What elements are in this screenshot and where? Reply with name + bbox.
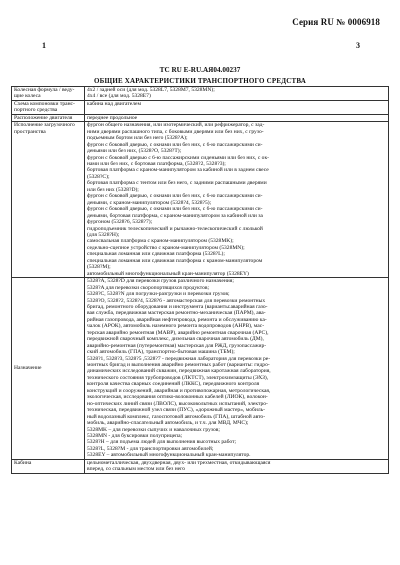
value-line: экологическая, исследования оптико-волоконных кабелей (ЛИОК), волокон- bbox=[87, 394, 268, 401]
value-line: аварийно-ремонтная (путеремонтная) мастерская для РЖД, грузопассажир- bbox=[87, 342, 267, 349]
value-line: фургон с боковой дверью, с окнами или без них, с 6-ю пассажирскими си- bbox=[87, 206, 263, 213]
row-label: Назначение bbox=[12, 278, 85, 460]
value-line: 4х4 / все (для мод. 5328E7) bbox=[87, 93, 151, 100]
value-line: 5328EY – автомобильный многофункциональный кран-манипулятор. bbox=[87, 452, 251, 459]
value-line: деньями или без них, (5328?O, 5328?Т); bbox=[87, 148, 182, 155]
value-line: 5328?L, 5328?M - для транспортировки автомобилей; bbox=[87, 445, 214, 452]
row-label: Колесная формула / веду-щие колеса bbox=[12, 87, 85, 101]
value-line: контроля качества сварных соединений (ЛККС), передвижного контроля bbox=[87, 381, 260, 388]
value-line: ный водолазный комплекс, газоспотовой автомобиль (ГПА), штабной авто- bbox=[87, 413, 266, 420]
value-line: динамических исследований скважин, передвижная каротажная лаборатория, bbox=[87, 368, 271, 375]
row-value bbox=[85, 100, 389, 114]
value-line: (5328?C); bbox=[87, 173, 110, 180]
value-line: передвижной сварочный комплекс, дизельная сварочная автомобиль (ДМ), bbox=[87, 336, 264, 343]
value-line: кабина над двигателем bbox=[87, 100, 141, 107]
value-line: гидроподъемник телескопический и рычажно-телескопический с люлькой bbox=[87, 225, 263, 232]
value-line: монтных бригад и выполнения аварийно ремонтных работ (варианты: гидро- bbox=[87, 362, 270, 369]
value-line: мобиль, аварийно-спасательный автомобиль, и т.ч. для МВД, МЧС); bbox=[87, 420, 249, 427]
value-line: бригад, ремонтного оборудования и инструмента (варианты:аварийная газо- bbox=[87, 303, 268, 310]
value-line: терская аварийно ремонтная (МАВР), аварийно ремонтная сварочная (АРС), bbox=[87, 329, 269, 336]
value-line: 5328?C, 5328?N для погрузки-разгрузки и перевозки грузов; bbox=[87, 291, 230, 298]
value-line: фургон общего назначения, или изотермический, или рефрижератор, с зад- bbox=[87, 122, 265, 129]
table-row bbox=[12, 278, 389, 460]
value-line: ними дверями распашного типа, с боковыми дверями или без них, с грузо- bbox=[87, 128, 264, 135]
value-line: ский автомобиль (ГПА), транспортно-бытовая машина (ТБМ); bbox=[87, 349, 235, 356]
value-line: 5328MK – для перевозки сыпучих и навалочных грузов; bbox=[87, 426, 220, 433]
value-line: технического состояния трубопроводов (ЛКТСТ), электрохимзащиты (ЭХЗ), bbox=[87, 374, 269, 381]
row-value bbox=[85, 278, 389, 460]
row-label: Схема компоновки транс-портного средства bbox=[12, 100, 85, 114]
value-line: (для 5328?H); bbox=[87, 231, 120, 238]
value-line: вая служба, передвижная мастерская ремонтно-механическая (ПАРМ), ава- bbox=[87, 310, 266, 317]
page-number: 3 bbox=[356, 41, 360, 50]
row-value bbox=[85, 459, 389, 473]
value-line: 5328?1, 5328?3, 5328?5 ,5328?7 - передвижная лаборатория для перевозки ре- bbox=[87, 355, 271, 362]
value-line: 5328?A, 5328?D для перевозки грузов различного назначения; bbox=[87, 278, 234, 285]
table-row bbox=[12, 459, 389, 473]
value-line: фургон с боковой дверью, с окнами или без них, с 6-ю пассажирскими си- bbox=[87, 141, 263, 148]
value-line: 5328?A для перевозки скоропортящихся продуктов; bbox=[87, 284, 210, 291]
value-line: деньями, бортовая платформа, с краном-манипулятором за кабиной или за bbox=[87, 212, 263, 219]
value-line: рийная газопровода, аварийная нефтепровода, ремонта и обслуживанию ка- bbox=[87, 316, 267, 323]
value-line: техническая, передвижной узел связи (ПУС), «дорожный мастер», мобиль- bbox=[87, 407, 265, 414]
value-line: цельнометаллическая, двухдверная, двух- или трехместная, откидывающаяся bbox=[87, 459, 271, 466]
value-line: вперед, со спальным местом или без него bbox=[87, 466, 186, 473]
table-row bbox=[12, 100, 389, 114]
value-line: (5328?M); bbox=[87, 264, 111, 271]
section-title: ОБЩИЕ ХАРАКТЕРИСТИКИ ТРАНСПОРТНОГО СРЕДСТВА bbox=[93, 77, 307, 85]
value-line: фургон с боковой дверью, с окнами или без них, с 6-ю пассажирскими си- bbox=[87, 193, 263, 200]
table-row bbox=[12, 87, 389, 101]
row-label: Кабина bbox=[12, 459, 85, 473]
value-line: нами или без них, с бортовая платформа, (5328?2, 5328?3); bbox=[87, 160, 226, 167]
value-line: седельно-сцепное устройство с краном-манипулятором (5328MN); bbox=[87, 244, 245, 251]
row-label: Исполнение загрузочного пространства bbox=[12, 122, 85, 278]
table-row bbox=[12, 122, 389, 278]
value-line: бортовая платформа с тентом или без него, с задними распашными дверями bbox=[87, 180, 267, 187]
value-line: 5328?H – для подъема людей для выполнения высотных работ; bbox=[87, 439, 237, 446]
value-line: или без них (5328?D); bbox=[87, 186, 139, 193]
value-line: переднее продольное bbox=[87, 114, 138, 121]
row-value bbox=[85, 114, 389, 121]
value-line: фургоном (5328?6, 5328?7); bbox=[87, 219, 153, 226]
value-line: конструкций и сооружений, аварийная и противопожарная, метрологическая, bbox=[87, 387, 271, 394]
page-marker-left: 1 bbox=[42, 41, 46, 50]
row-value bbox=[85, 87, 389, 101]
value-line: чалок (АРОК), автомобиль наземного ремонта водопроводов (АНРВ), мас- bbox=[87, 323, 265, 330]
value-line: автомобильный многофункциональный кран-манипулятор (5328EY) bbox=[87, 270, 249, 277]
value-line: бортовая платформа с краном-манипулятором за кабиной или в заднем свесе bbox=[87, 167, 269, 174]
value-line: специальная ломанная или сдвижная платформа (5328?L); bbox=[87, 251, 225, 258]
table-row bbox=[12, 114, 389, 121]
row-label: Расположение двигателя bbox=[12, 114, 85, 121]
characteristics-table bbox=[11, 86, 389, 474]
serial-number: Серия RU № 0006918 bbox=[292, 17, 380, 27]
row-value bbox=[85, 122, 389, 278]
value-line: но-оптических линий связи (ЛВОЛС), высоковольтных испытаний, электро- bbox=[87, 400, 268, 407]
value-line: 4х2 / задней оси (для мод. 5328L7, 5328M7, 5328MN); bbox=[87, 87, 215, 93]
value-line: подъемным бортом или без него (5328?A); bbox=[87, 135, 188, 142]
value-line: 5328MN - для буксировки полуприцепа; bbox=[87, 433, 183, 440]
value-line: самосвальная платформа с краном-манипулятором (5328MK); bbox=[87, 238, 234, 245]
value-line: специальная ломанная или сдвижная платформа с краном-манипулятором bbox=[87, 257, 263, 264]
value-line: 5328?O, 5328?2, 5328?4, 5328?6 - автомастерская для перевозки ремонтных bbox=[87, 297, 266, 304]
document-number: TC RU E-RU.AЯ04.00237 bbox=[159, 66, 241, 74]
value-line: деньями, с краном-манипулятором (5328?4, 5328?5); bbox=[87, 199, 212, 206]
value-line: фургон с боковой дверью с 6-ю пассажирскими сиденьями или без них, с ок- bbox=[87, 154, 269, 161]
